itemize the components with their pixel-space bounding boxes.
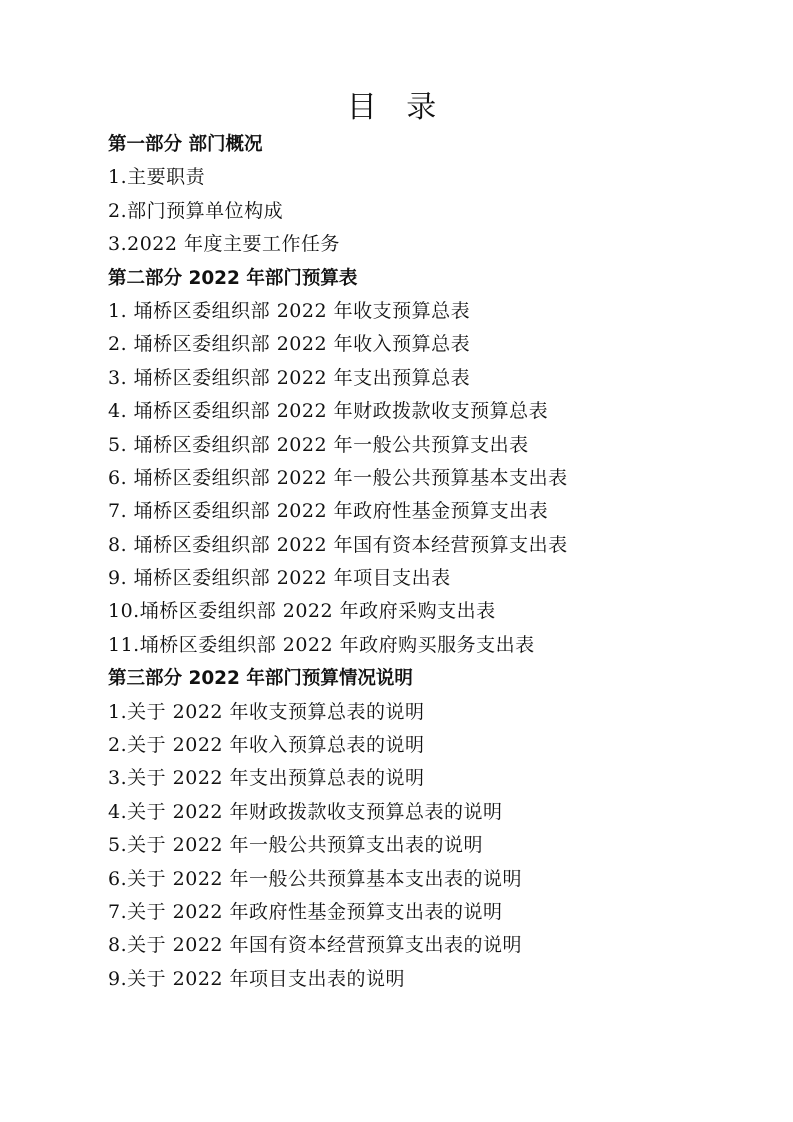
toc-section-heading: 第三部分 2022 年部门预算情况说明 bbox=[108, 668, 413, 690]
toc-entry: 11.埇桥区委组织部 2022 年政府购买服务支出表 bbox=[108, 633, 535, 656]
toc-entry: 5.关于 2022 年一般公共预算支出表的说明 bbox=[108, 834, 484, 857]
toc-entry: 3.关于 2022 年支出预算总表的说明 bbox=[108, 767, 425, 790]
toc-entry: 4.关于 2022 年财政拨款收支预算总表的说明 bbox=[108, 800, 503, 823]
toc-entry: 9.关于 2022 年项目支出表的说明 bbox=[108, 967, 406, 990]
toc-entry: 6. 埇桥区委组织部 2022 年一般公共预算基本支出表 bbox=[108, 466, 568, 489]
toc-entry: 9. 埇桥区委组织部 2022 年项目支出表 bbox=[108, 567, 451, 590]
toc-entry: 4. 埇桥区委组织部 2022 年财政拨款收支预算总表 bbox=[108, 400, 549, 423]
toc-entry: 2.部门预算单位构成 bbox=[108, 199, 284, 222]
table-of-contents bbox=[108, 128, 748, 996]
page-title: 目 录 bbox=[346, 90, 447, 125]
toc-entry: 7.关于 2022 年政府性基金预算支出表的说明 bbox=[108, 900, 503, 923]
toc-entry: 8.关于 2022 年国有资本经营预算支出表的说明 bbox=[108, 934, 523, 957]
toc-entry: 3.2022 年度主要工作任务 bbox=[108, 233, 341, 256]
toc-entry: 2. 埇桥区委组织部 2022 年收入预算总表 bbox=[108, 333, 471, 356]
toc-entry: 8. 埇桥区委组织部 2022 年国有资本经营预算支出表 bbox=[108, 533, 568, 556]
toc-entry: 5. 埇桥区委组织部 2022 年一般公共预算支出表 bbox=[108, 433, 529, 456]
toc-section-heading: 第一部分 部门概况 bbox=[108, 134, 263, 155]
toc-entry: 7. 埇桥区委组织部 2022 年政府性基金预算支出表 bbox=[108, 500, 549, 523]
toc-entry: 1. 埇桥区委组织部 2022 年收支预算总表 bbox=[108, 299, 471, 322]
toc-entry: 6.关于 2022 年一般公共预算基本支出表的说明 bbox=[108, 867, 523, 890]
toc-entry: 10.埇桥区委组织部 2022 年政府采购支出表 bbox=[108, 600, 496, 623]
toc-entry: 1.关于 2022 年收支预算总表的说明 bbox=[108, 700, 425, 723]
toc-entry: 3. 埇桥区委组织部 2022 年支出预算总表 bbox=[108, 366, 471, 389]
toc-entry: 1.主要职责 bbox=[108, 166, 206, 189]
toc-entry: 2.关于 2022 年收入预算总表的说明 bbox=[108, 734, 425, 757]
toc-section-heading: 第二部分 2022 年部门预算表 bbox=[108, 267, 358, 289]
